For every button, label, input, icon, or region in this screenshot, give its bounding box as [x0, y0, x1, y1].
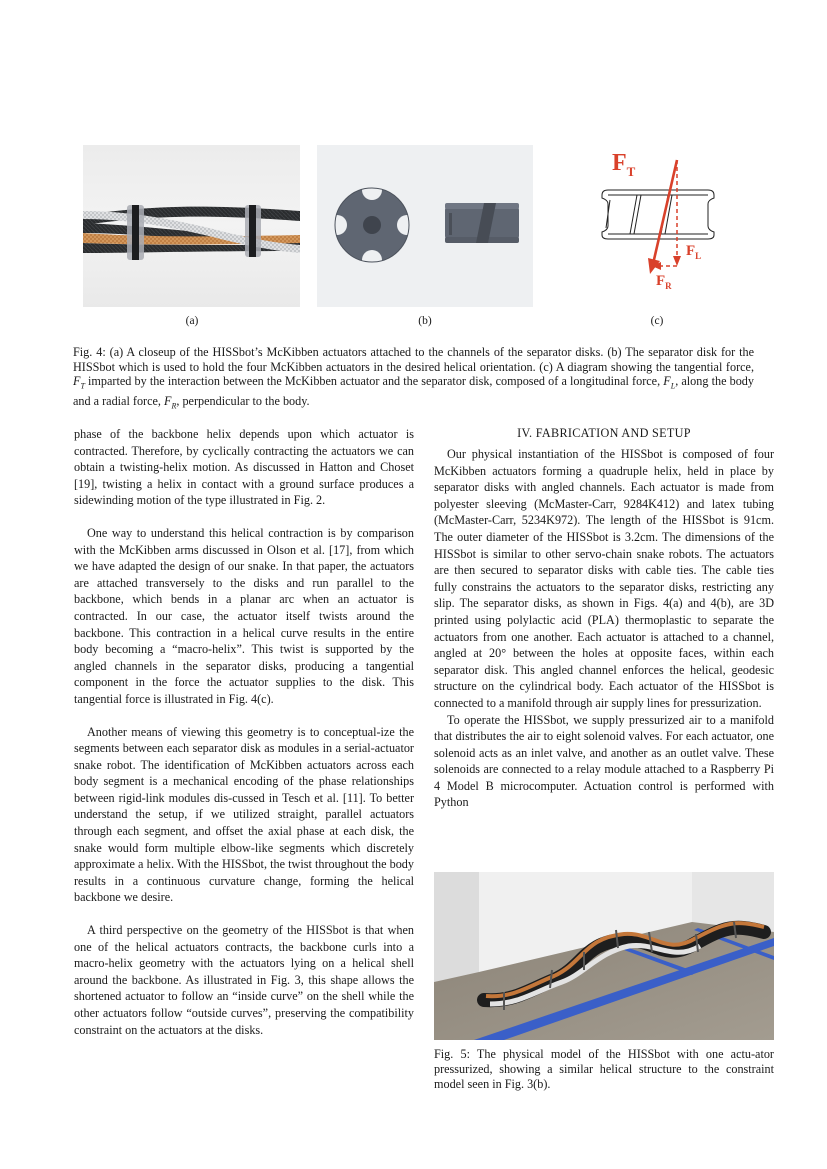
- paragraph: One way to understand this helical contraction is by comparison with the McKibben arms discussed in Olson et al. [17], from which we have adapted the design of our snake. In that paper, the actuators are attached transversely to the disks and run parallel to the backbone, which bends in a planar arc when an actuator is contracted. In our case, the actuator itself twists around the backbone. This contraction in a helical curve results in the entire body becoming a “macro-helix”. This twist is supported by the angled channels in the separator disks, producing a tangential component in the force the actuator supplies to the disk. This tangential force is illustrated in Fig. 4(c).: [74, 525, 414, 706]
- right-column: [434, 446, 774, 811]
- math-fl: $F_L$: [663, 374, 676, 391]
- force-fr-label: $F_R$: [656, 273, 672, 291]
- force-ft-label: $F_T$: [612, 150, 636, 179]
- paragraph: A third perspective on the geometry of the HISSbot is that when one of the helical actuators contracts, the backbone curls into a macro-helix geometry with the actuators lying on a helical shell around the backbone. As illustrated in Fig. 3, this shape allows the shortened actuator to follow an “inside curve” on the shell while the other actuators follow “outside curves”, preserving the compatibility constraint on the actuators at the disks.: [74, 923, 414, 1037]
- hissbot-floor-image: [434, 872, 774, 1040]
- force-fl-label: $F_L$: [686, 243, 702, 261]
- paragraph: phase of the backbone helix depends upon which actuator is contracted. Therefore, by cyclically contracting the actuators we can obtain a twisting-helix motion. As discussed in Hatton and Choset [19], twisting a helix in contact with a ground surface produces a sidewinding motion of the type illustrated in Fig. 2.: [74, 427, 414, 508]
- figure-5-photo: [434, 872, 774, 1040]
- math-fr: $F_R$: [164, 394, 177, 411]
- paragraph: To operate the HISSbot, we supply pressurized air to a manifold that distributes the air to eight solenoid valves. For each actuator, one solenoid acts as an inlet valve, and another as an outlet valve. These solenoids are connected to a relay module attached to a Raspberry Pi 4 Model B microcomputer. Actuation control is performed with Python: [434, 712, 774, 810]
- figure-4c-diagram: [590, 148, 720, 298]
- figure-4a-photo: [83, 145, 300, 307]
- actuator-closeup-image: [83, 145, 300, 307]
- left-column: [74, 426, 414, 1038]
- math-ft: $F_T$: [73, 374, 85, 391]
- section-heading: IV. FABRICATION AND SETUP: [517, 426, 691, 440]
- force-diagram: [590, 148, 720, 298]
- paragraph: Our physical instantiation of the HISSbot is composed of four McKibben actuators forming a quadruple helix, held in place by separator disks with angled channels. Each actuator is made from polyester sleeving (McMaster-Carr, 9284K412) and latex tubing (McMaster-Carr, 5234K972). The length of the HISSbot is 91cm. The outer diameter of the HISSbot is 3.2cm. The dimensions of the HISSbot is similar to other servo-chain snake robots. The actuators are then secured to separator disks with cable ties. The cable ties fully constrains the actuators to the separator disks, restricting any slip. The separator disks, as shown in Figs. 4(a) and 4(b), are 3D printed using polylactic acid (PLA) thermoplastic to separate the actuators from one another. Each actuator is attached to a channel, angled at 20° between the holes at opposite faces, within each separator disk. This angled channel enforces the helical, geodesic structure on the cylindrical body. Each actuator of the HISSbot is connected to a manifold through air supply lines for pressurization.: [434, 447, 774, 710]
- figure-4c-label: (c): [650, 315, 664, 327]
- figure-4-caption: Fig. 4: (a) A closeup of the HISSbot’s McKibben actuators attached to the channels of the separator disks. (b) The separator disk for the HISSbot which is used to hold the four McKibben actuators in the desired helical orientation. (c) A diagram showing the tangential force, $F_T$ imparted by the interaction between the McKibben actuator and the separator disk, composed of a longitudinal force, $F_L$, along the body and a radial force, $F_R$, perpendicular to the body.: [73, 345, 754, 411]
- figure-4a-label: (a): [185, 315, 199, 327]
- separator-disk-image: [317, 145, 533, 307]
- paragraph: Another means of viewing this geometry is to conceptual-ize the segments between each separator disk as modules in a serial-actuator snake robot. The identification of McKibben actuators across each body segment is a mechanical encoding of the phase relationships between rigid-link modules dis-cussed in Tesch et al. [11]. To better understand the setup, if we utilized straight, parallel actuators through each segment, and offset the axial phase at each disk, the snake would form multiple elbow-like segments which discretely approximate a helix. With the HISSbot, the twist throughout the body results in a continuous curvature change, forming the helical backbone we desire.: [74, 724, 414, 905]
- figure-4b-photo: [317, 145, 533, 307]
- figure-4b-label: (b): [418, 315, 432, 327]
- figure-5-caption: Fig. 5: The physical model of the HISSbot with one actu-ator pressurized, showing a similar helical structure to the constraint model seen in Fig. 3(b).: [434, 1047, 774, 1091]
